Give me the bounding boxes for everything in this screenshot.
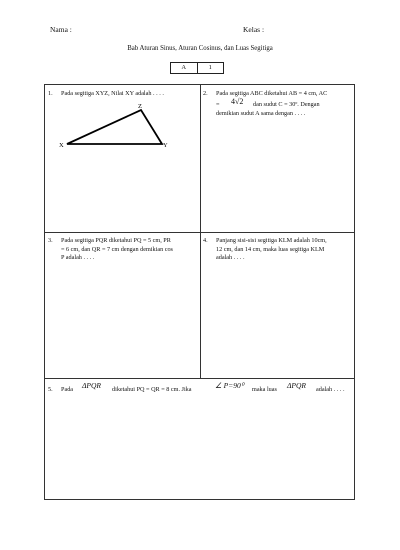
- question-line: demikian sudut A sama dengan . . . .: [216, 110, 306, 117]
- vertex-z-label: Z: [138, 103, 142, 110]
- question-number: 3.: [48, 237, 53, 244]
- question-line: adalah . . . .: [216, 254, 245, 262]
- equals-sign: =: [216, 101, 220, 108]
- name-label: Nama :: [50, 25, 72, 34]
- question-text: Pada segitiga XYZ, Nilai XY adalah . . . .: [61, 90, 164, 97]
- question-line: dan sudut C = 30º. Dengan: [253, 101, 320, 108]
- math-delta-pqr: ΔPQR: [287, 381, 306, 390]
- question-line: = 6 cm, dan QR = 7 cm dengan demikian cos: [61, 245, 173, 253]
- page-title: Bab Aturan Sinus, Aturan Cosinus, dan Luas Segitiga: [127, 45, 273, 52]
- column-divider: [200, 85, 201, 378]
- math-4-sqrt-2: 4√2: [231, 97, 244, 106]
- question-text: diketahui PQ = QR = 8 cm. Jika: [112, 386, 192, 393]
- class-label: Kelas :: [243, 25, 265, 34]
- math-angle-p-90: ∠ P=90⁰: [215, 381, 244, 390]
- code-box-left: A: [181, 64, 187, 71]
- question-number: 5.: [48, 386, 53, 393]
- code-box: [170, 62, 224, 74]
- question-line: Pada segitiga PQR diketahui PQ = 5 cm, PR: [61, 237, 171, 244]
- triangle-xyz-figure: [55, 99, 175, 154]
- vertex-y-label: Y: [163, 142, 168, 149]
- question-text: Pada: [61, 386, 74, 393]
- question-number: 2.: [203, 90, 208, 97]
- question-line: 12 cm, dan 14 cm, maka luas segitiga KLM: [216, 245, 325, 253]
- question-number: 4.: [203, 237, 208, 244]
- triangle-xyz: [67, 110, 162, 144]
- question-text: maka luas: [252, 386, 277, 393]
- question-frame: [44, 84, 355, 500]
- question-number: 1.: [48, 90, 53, 97]
- question-line: Panjang sisi-sisi segitiga KLM adalah 10cm,: [216, 237, 327, 244]
- question-text: adalah . . . .: [316, 386, 345, 393]
- question-line: P adalah . . . .: [61, 254, 95, 262]
- code-box-right: 1: [197, 63, 224, 73]
- math-delta-pqr: ΔPQR: [82, 381, 101, 390]
- row-divider-2: [45, 378, 354, 379]
- vertex-x-label: X: [59, 142, 64, 149]
- question-line: Pada segitiga ABC diketahui AB = 4 cm, AC: [216, 90, 328, 97]
